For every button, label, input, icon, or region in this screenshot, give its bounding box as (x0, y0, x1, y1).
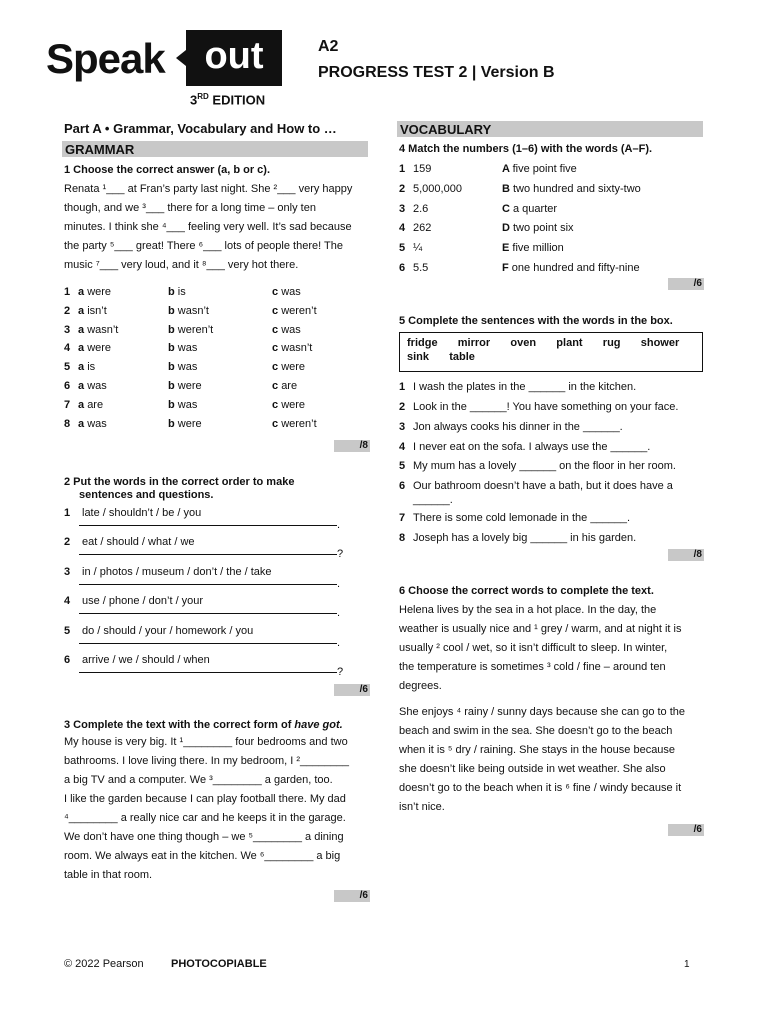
q1-option-number: 7 (64, 398, 71, 411)
q4-item-letter: E (502, 242, 513, 255)
q1-option-c: c was (272, 323, 301, 336)
q4-item-number: 2 (399, 182, 406, 195)
q1-option-b: b were (168, 380, 202, 392)
q1-option-number: 1 (64, 286, 71, 298)
footer-page-number: 1 (684, 959, 690, 970)
q5-score: /8 (668, 549, 704, 561)
q2-item-words: use / phone / don’t / your (82, 595, 204, 608)
q1-option-a: a is (78, 361, 96, 374)
q2-item-words: arrive / we / should / when (82, 654, 210, 666)
q5-item-number: 4 (399, 441, 406, 453)
q6-text-line: the temperature is sometimes ³ cold / fine – around ten (399, 661, 666, 673)
q1-option-number: 3 (64, 323, 71, 336)
q1-text-line: Renata ¹___ at Fran’s party last night. She ²___ very happy (64, 183, 353, 195)
q4-item-numeral: ¼ (413, 242, 423, 255)
q1-option-c: c were (272, 361, 306, 374)
q6-text-line: usually ² cool / wet, so it isn’t difficult to sleep. In winter, (399, 642, 668, 654)
option-letter: a (78, 342, 88, 355)
q1-option-a: a was (78, 417, 107, 430)
q5-item-number: 6 (399, 480, 406, 492)
option-letter: c (272, 417, 282, 430)
q4-item-numeral: 2.6 (413, 202, 429, 215)
q2-item-words: in / photos / museum / don’t / the / take (82, 565, 272, 578)
q4-item-word: C a quarter (502, 202, 558, 215)
q1-option-a: a were (78, 286, 112, 298)
option-letter: b (168, 398, 178, 411)
q2-answer-line (79, 584, 337, 585)
option-letter: b (168, 304, 178, 317)
q1-option-b: b was (168, 342, 198, 355)
option-letter: b (168, 417, 178, 430)
q3-text-line: bathrooms. I love living there. In my bedroom, I ²________ (64, 755, 349, 767)
q1-option-b: b was (168, 361, 198, 374)
q2-item-number: 5 (64, 624, 71, 637)
q4-item-letter: A (502, 163, 513, 175)
q6-text-line: doesn’t go to the beach when it is ⁶ fine / windy because it (399, 782, 682, 794)
q2-item-end: . (337, 519, 341, 531)
q5-item-text: Joseph has a lovely big ______ in his garden. (413, 532, 637, 544)
q2-answer-line (79, 643, 337, 644)
logo-edition: 3RD EDITION (190, 92, 266, 108)
q4-score: /6 (668, 278, 704, 290)
q5-item-number: 2 (399, 401, 406, 413)
q2-item-number: 2 (64, 536, 71, 549)
q1-option-number: 6 (64, 380, 71, 392)
q1-option-b: b wasn’t (168, 304, 209, 317)
q2-item-number: 1 (64, 507, 71, 519)
option-letter: c (272, 323, 282, 336)
q1-option-c: c was (272, 286, 301, 298)
q4-item-number: 3 (399, 202, 406, 215)
q4-item-letter: C (502, 202, 513, 215)
q3-text-line: room. We always eat in the kitchen. We ⁶________ a big (64, 850, 341, 862)
q4-item-word: A five point five (502, 163, 577, 175)
q6-text-line: weather is usually nice and ¹ grey / warm, and at night it is (399, 623, 682, 635)
q5-item-text: Look in the ______! You have something on your face. (413, 401, 679, 413)
q1-option-number: 8 (64, 417, 71, 430)
q5-item-number: 8 (399, 532, 406, 544)
q2-heading: 2 Put the words in the correct order to make sentences and questions. (64, 476, 295, 501)
q5-item-number: 1 (399, 381, 406, 393)
option-letter: c (272, 286, 282, 298)
q1-option-b: b was (168, 398, 198, 411)
q5-item-text: Our bathroom doesn’t have a bath, but it does have a (413, 480, 673, 492)
q4-item-number: 5 (399, 242, 406, 255)
test-level: A2 (318, 38, 339, 55)
footer-copyright: © 2022 Pearson (64, 958, 144, 970)
q2-item-number: 4 (64, 595, 71, 608)
option-letter: a (78, 323, 88, 336)
option-letter: a (78, 361, 88, 374)
q1-text-line: music ⁷___ very loud, and it ⁸___ very hot there. (64, 259, 299, 271)
q2-answer-line (79, 554, 337, 555)
q1-score: /8 (334, 440, 370, 452)
q5-heading: 5 Complete the sentences with the words in the box. (399, 315, 673, 327)
q1-text-line: minutes. I think she ⁴___ feeling very well. It’s sad because (64, 221, 352, 233)
q5-item-text-cont: ______. (413, 494, 453, 506)
q1-option-a: a are (78, 398, 104, 411)
q5-word-box: fridge mirror oven plant rug shower sink table (399, 332, 703, 372)
q6-paragraph-2 (399, 703, 709, 817)
q1-option-a: a wasn’t (78, 323, 119, 336)
footer-photocopiable: PHOTOCOPIABLE (171, 958, 267, 970)
test-title: PROGRESS TEST 2 | Version B (318, 64, 555, 81)
option-letter: b (168, 361, 178, 374)
option-letter: c (272, 361, 282, 374)
q4-item-number: 1 (399, 163, 406, 175)
q4-item-letter: D (502, 222, 513, 235)
q2-item-end: . (337, 607, 341, 620)
q3-score: /6 (334, 890, 370, 902)
q1-option-b: b weren’t (168, 323, 214, 336)
q4-item-word: E five million (502, 242, 564, 255)
option-letter: c (272, 398, 282, 411)
q6-text-line: she doesn’t like being outside in wet weather. She also (399, 763, 666, 775)
logo-out-box: out (186, 30, 282, 86)
q5-item-text: Jon always cooks his dinner in the ______. (413, 421, 623, 433)
q2-answer-line (79, 613, 337, 614)
q4-item-number: 4 (399, 222, 406, 235)
q1-text-line: the party ⁵___ great! There ⁶___ lots of people there! The (64, 240, 343, 252)
option-letter: a (78, 304, 88, 317)
q2-item-number: 6 (64, 654, 71, 666)
q1-option-a: a were (78, 342, 112, 355)
q2-answer-line (79, 672, 337, 673)
q5-item-number: 3 (399, 421, 406, 433)
q4-item-word: D two point six (502, 222, 574, 235)
q1-heading: 1 Choose the correct answer (a, b or c). (64, 164, 271, 176)
q1-option-number: 2 (64, 304, 71, 317)
q4-item-number: 6 (399, 262, 406, 274)
q5-item-number: 5 (399, 460, 406, 472)
q4-item-numeral: 5,000,000 (413, 182, 462, 195)
q4-item-word: B two hundred and sixty-two (502, 182, 641, 195)
q6-text-line: isn’t nice. (399, 801, 445, 813)
q1-option-c: c weren’t (272, 304, 317, 317)
option-letter: b (168, 380, 178, 392)
q2-score: /6 (334, 684, 370, 696)
q6-heading: 6 Choose the correct words to complete the text. (399, 585, 654, 597)
q5-item-text: My mum has a lovely ______ on the floor in her room. (413, 460, 676, 472)
q6-text-line: degrees. (399, 680, 442, 692)
q6-text-line: beach and swim in the sea. She doesn’t go to the beach (399, 725, 673, 737)
q2-item-words: late / shouldn’t / be / you (82, 507, 202, 519)
q3-text-line: table in that room. (64, 869, 153, 881)
option-letter: a (78, 398, 88, 411)
q1-option-number: 5 (64, 361, 71, 374)
q2-item-words: eat / should / what / we (82, 536, 195, 549)
q4-item-word: F one hundred and fifty-nine (502, 262, 640, 274)
option-letter: c (272, 342, 282, 355)
q2-item-words: do / should / your / homework / you (82, 624, 254, 637)
option-letter: b (168, 342, 178, 355)
q3-text-line: My house is very big. It ¹________ four bedrooms and two (64, 736, 348, 748)
q2-item-number: 3 (64, 565, 71, 578)
q5-item-text: I never eat on the sofa. I always use the ______. (413, 441, 651, 453)
q3-text-line: I like the garden because I can play football there. My dad (64, 793, 346, 805)
q4-item-numeral: 262 (413, 222, 432, 235)
option-letter: c (272, 304, 282, 317)
q4-heading: 4 Match the numbers (1–6) with the words (A–F). (399, 143, 653, 155)
q2-item-end: . (337, 577, 341, 590)
q3-text-line: a big TV and a computer. We ³________ a garden, too. (64, 774, 333, 786)
q1-option-c: c are (272, 380, 298, 392)
q1-option-c: c wasn’t (272, 342, 313, 355)
q4-item-letter: B (502, 182, 513, 195)
option-letter: a (78, 286, 88, 298)
q2-answer-line (79, 525, 337, 526)
q6-score: /6 (668, 824, 704, 836)
option-letter: a (78, 417, 88, 430)
q5-item-number: 7 (399, 512, 406, 524)
q1-text-line: though, and we ³___ there for a long time – only ten (64, 202, 316, 214)
q1-option-b: b were (168, 417, 202, 430)
q6-paragraph-1 (399, 601, 709, 696)
q5-item-text: I wash the plates in the ______ in the kitchen. (413, 381, 637, 393)
q3-text-line: ⁴________ a really nice car and he keeps it in the garage. (64, 812, 346, 824)
vocabulary-bar: VOCABULARY (397, 121, 703, 137)
q3-heading: 3 Complete the text with the correct form of have got. (64, 719, 343, 731)
part-a-title: Part A • Grammar, Vocabulary and How to … (64, 121, 337, 136)
q2-item-end: ? (337, 548, 344, 561)
q2-item-end: . (337, 636, 341, 649)
option-letter: b (168, 286, 178, 298)
q6-text-line: She enjoys ⁴ rainy / sunny days because she can go to the (399, 706, 686, 718)
q3-text-line: We don’t have one thing though – we ⁵________ a dining (64, 831, 344, 843)
q1-option-a: a isn’t (78, 304, 107, 317)
option-letter: c (272, 380, 282, 392)
grammar-bar: GRAMMAR (62, 141, 368, 157)
q5-item-text: There is some cold lemonade in the ______. (413, 512, 631, 524)
q1-option-number: 4 (64, 342, 71, 355)
q1-option-b: b is (168, 286, 186, 298)
q1-option-c: c weren’t (272, 417, 317, 430)
logo-speak-text: Speak (46, 35, 165, 82)
q4-item-numeral: 159 (413, 163, 432, 175)
q1-option-c: c were (272, 398, 306, 411)
q1-text (64, 180, 374, 275)
q2-item-end: ? (337, 666, 344, 678)
q6-text-line: when it is ⁵ dry / raining. She stays in the house because (399, 744, 676, 756)
q6-text-line: Helena lives by the sea in a hot place. In the day, the (399, 604, 657, 616)
q4-item-letter: F (502, 262, 512, 274)
q4-item-numeral: 5.5 (413, 262, 429, 274)
q1-option-a: a was (78, 380, 107, 392)
option-letter: a (78, 380, 88, 392)
option-letter: b (168, 323, 178, 336)
q3-text (64, 733, 374, 885)
